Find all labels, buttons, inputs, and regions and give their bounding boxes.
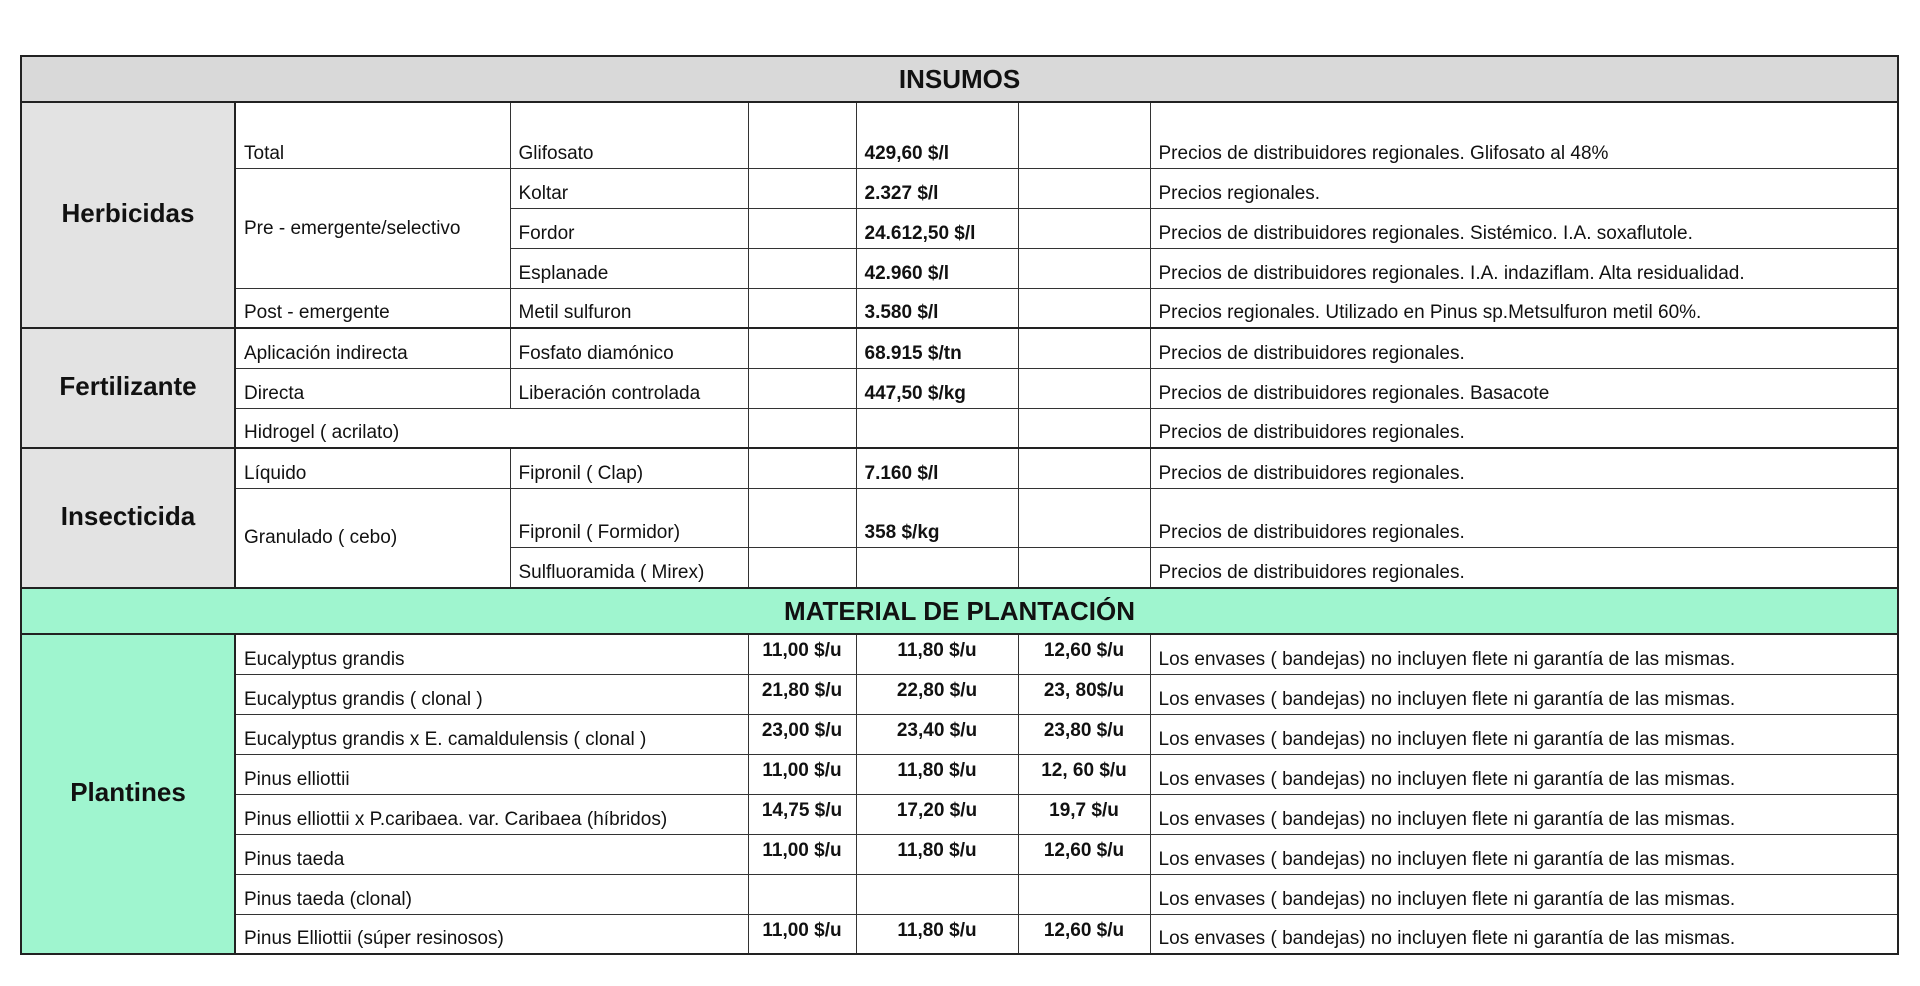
material-header-row (21, 588, 1898, 634)
note-cell: Precios de distribuidores regionales. Glifosato al 48% (1150, 102, 1898, 168)
price-2-cell: 11,80 $/u (856, 754, 1018, 794)
note-cell: Precios regionales. Utilizado en Pinus sp.Metsulfuron metil 60%. (1150, 288, 1898, 328)
product-cell: Metil sulfuron (510, 288, 748, 328)
table-row (21, 834, 1898, 874)
note-cell: Precios regionales. (1150, 168, 1898, 208)
table-row (21, 794, 1898, 834)
empty-cell (1018, 168, 1150, 208)
empty-cell (748, 488, 856, 547)
category-herbicidas: Herbicidas (21, 102, 235, 328)
price-cell: 42.960 $/l (856, 248, 1018, 288)
price-2-cell: 17,20 $/u (856, 794, 1018, 834)
note-cell: Precios de distribuidores regionales. (1150, 488, 1898, 547)
material-title: MATERIAL DE PLANTACIÓN (21, 588, 1898, 634)
empty-cell (748, 168, 856, 208)
empty-cell (748, 102, 856, 168)
note-cell: Precios de distribuidores regionales. (1150, 448, 1898, 488)
product-cell: Fosfato diamónico (510, 328, 748, 368)
empty-cell (1018, 328, 1150, 368)
product-cell: Fipronil ( Clap) (510, 448, 748, 488)
note-cell: Los envases ( bandejas) no incluyen flete ni garantía de las mismas. (1150, 634, 1898, 674)
price-sheet (20, 55, 1897, 955)
table-row (21, 874, 1898, 914)
table-row (21, 914, 1898, 954)
price-3-cell: 19,7 $/u (1018, 794, 1150, 834)
plant-name-cell: Pinus elliottii (235, 754, 748, 794)
type-cell: Directa (235, 368, 510, 408)
price-3-cell: 12,60 $/u (1018, 914, 1150, 954)
empty-cell (1018, 408, 1150, 448)
price-3-cell (1018, 874, 1150, 914)
price-cell: 429,60 $/l (856, 102, 1018, 168)
price-3-cell: 12, 60 $/u (1018, 754, 1150, 794)
empty-cell (748, 368, 856, 408)
price-2-cell: 11,80 $/u (856, 634, 1018, 674)
price-1-cell: 23,00 $/u (748, 714, 856, 754)
price-cell: 68.915 $/tn (856, 328, 1018, 368)
empty-cell (1018, 208, 1150, 248)
price-2-cell (856, 874, 1018, 914)
product-cell: Koltar (510, 168, 748, 208)
price-1-cell: 11,00 $/u (748, 754, 856, 794)
insumos-title: INSUMOS (21, 56, 1898, 102)
empty-cell (1018, 448, 1150, 488)
note-cell: Los envases ( bandejas) no incluyen flete ni garantía de las mismas. (1150, 754, 1898, 794)
plant-name-cell: Eucalyptus grandis ( clonal ) (235, 674, 748, 714)
note-cell: Los envases ( bandejas) no incluyen flete ni garantía de las mismas. (1150, 874, 1898, 914)
type-cell: Líquido (235, 448, 510, 488)
table-row (21, 102, 1898, 168)
table-row (21, 674, 1898, 714)
price-3-cell: 23, 80$/u (1018, 674, 1150, 714)
empty-cell (748, 328, 856, 368)
price-cell: 24.612,50 $/l (856, 208, 1018, 248)
category-insecticida: Insecticida (21, 448, 235, 588)
price-1-cell: 21,80 $/u (748, 674, 856, 714)
price-cell: 447,50 $/kg (856, 368, 1018, 408)
type-cell: Pre - emergente/selectivo (235, 168, 510, 288)
product-cell: Glifosato (510, 102, 748, 168)
plant-name-cell: Eucalyptus grandis x E. camaldulensis ( clonal ) (235, 714, 748, 754)
table-row (21, 754, 1898, 794)
type-cell: Total (235, 102, 510, 168)
price-1-cell: 11,00 $/u (748, 914, 856, 954)
price-table (20, 55, 1899, 955)
product-cell: Liberación controlada (510, 368, 748, 408)
empty-cell (748, 547, 856, 588)
price-2-cell: 22,80 $/u (856, 674, 1018, 714)
price-1-cell: 11,00 $/u (748, 834, 856, 874)
category-fertilizante: Fertilizante (21, 328, 235, 448)
price-cell: 3.580 $/l (856, 288, 1018, 328)
note-cell: Los envases ( bandejas) no incluyen flete ni garantía de las mismas. (1150, 834, 1898, 874)
plant-name-cell: Pinus Elliottii (súper resinosos) (235, 914, 748, 954)
table-row (21, 714, 1898, 754)
type-cell: Aplicación indirecta (235, 328, 510, 368)
table-row (21, 288, 1898, 328)
price-cell (856, 547, 1018, 588)
note-cell: Precios de distribuidores regionales. (1150, 408, 1898, 448)
price-3-cell: 23,80 $/u (1018, 714, 1150, 754)
empty-cell (748, 248, 856, 288)
product-cell: Esplanade (510, 248, 748, 288)
note-cell: Precios de distribuidores regionales. I.A. indaziflam. Alta residualidad. (1150, 248, 1898, 288)
product-cell: Fipronil ( Formidor) (510, 488, 748, 547)
note-cell: Los envases ( bandejas) no incluyen flete ni garantía de las mismas. (1150, 674, 1898, 714)
note-cell: Precios de distribuidores regionales. (1150, 328, 1898, 368)
price-cell: 2.327 $/l (856, 168, 1018, 208)
price-2-cell: 11,80 $/u (856, 834, 1018, 874)
price-3-cell: 12,60 $/u (1018, 834, 1150, 874)
type-cell: Granulado ( cebo) (235, 488, 510, 588)
table-row (21, 488, 1898, 547)
table-row (21, 368, 1898, 408)
empty-cell (1018, 547, 1150, 588)
empty-cell (1018, 368, 1150, 408)
empty-cell (1018, 288, 1150, 328)
empty-cell (748, 408, 856, 448)
price-cell (856, 408, 1018, 448)
category-plantines: Plantines (21, 634, 235, 954)
price-3-cell: 12,60 $/u (1018, 634, 1150, 674)
table-row (21, 408, 1898, 448)
plant-name-cell: Pinus taeda (235, 834, 748, 874)
table-row (21, 634, 1898, 674)
price-1-cell: 11,00 $/u (748, 634, 856, 674)
table-row (21, 168, 1898, 208)
type-cell: Post - emergente (235, 288, 510, 328)
note-cell: Los envases ( bandejas) no incluyen flete ni garantía de las mismas. (1150, 714, 1898, 754)
empty-cell (1018, 488, 1150, 547)
price-2-cell: 11,80 $/u (856, 914, 1018, 954)
plant-name-cell: Pinus elliottii x P.caribaea. var. Caribaea (híbridos) (235, 794, 748, 834)
empty-cell (748, 448, 856, 488)
note-cell: Los envases ( bandejas) no incluyen flete ni garantía de las mismas. (1150, 794, 1898, 834)
plant-name-cell: Pinus taeda (clonal) (235, 874, 748, 914)
empty-cell (1018, 248, 1150, 288)
empty-cell (748, 288, 856, 328)
note-cell: Precios de distribuidores regionales. Sistémico. I.A. soxaflutole. (1150, 208, 1898, 248)
table-row (21, 448, 1898, 488)
product-cell: Sulfluoramida ( Mirex) (510, 547, 748, 588)
price-cell: 7.160 $/l (856, 448, 1018, 488)
note-cell: Precios de distribuidores regionales. (1150, 547, 1898, 588)
price-2-cell: 23,40 $/u (856, 714, 1018, 754)
note-cell: Precios de distribuidores regionales. Basacote (1150, 368, 1898, 408)
empty-cell (748, 208, 856, 248)
empty-cell (1018, 102, 1150, 168)
price-cell: 358 $/kg (856, 488, 1018, 547)
note-cell: Los envases ( bandejas) no incluyen flete ni garantía de las mismas. (1150, 914, 1898, 954)
table-row (21, 328, 1898, 368)
product-cell: Fordor (510, 208, 748, 248)
type-cell: Hidrogel ( acrilato) (235, 408, 748, 448)
plant-name-cell: Eucalyptus grandis (235, 634, 748, 674)
price-1-cell (748, 874, 856, 914)
price-1-cell: 14,75 $/u (748, 794, 856, 834)
insumos-header-row (21, 56, 1898, 102)
